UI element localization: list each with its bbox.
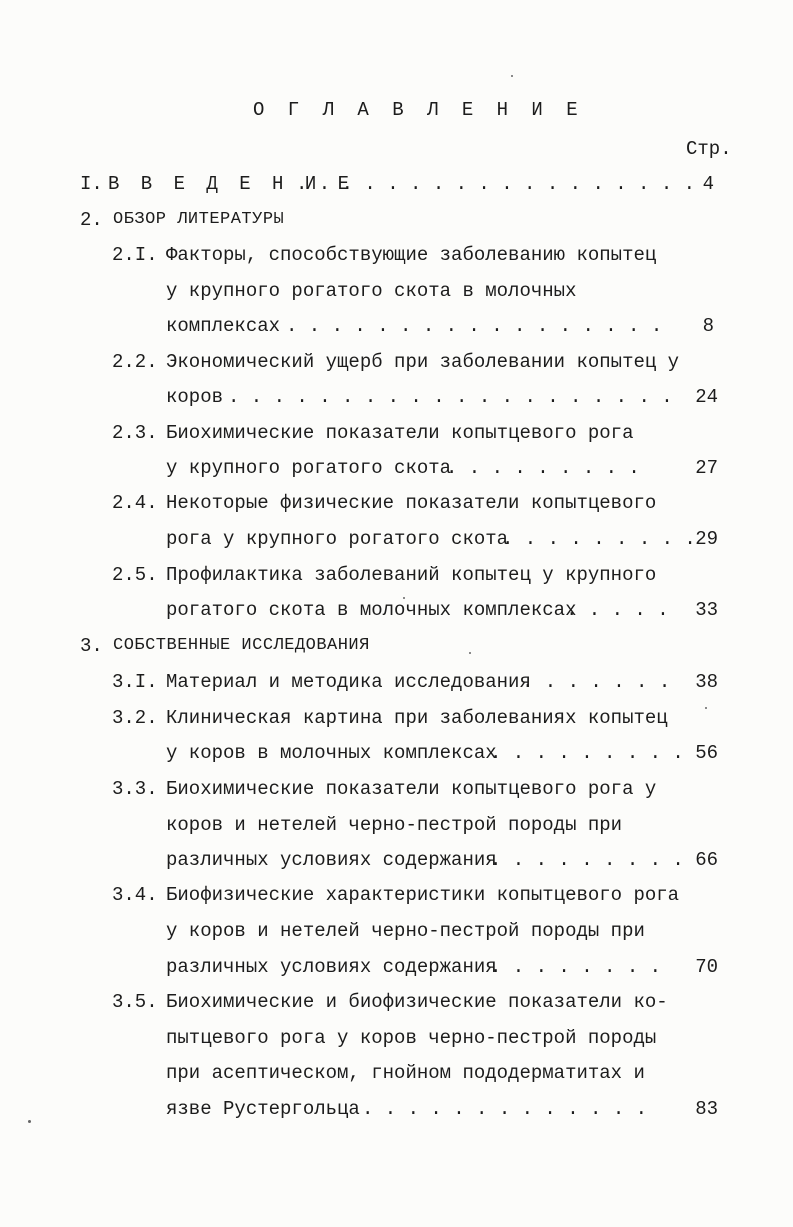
page-number: 56 — [695, 742, 718, 764]
dot-leader: . . . . . . . . . . . . . . . . . — [286, 315, 663, 337]
entry-title-line: рогатого скота в молочных комплексах — [166, 599, 577, 621]
entry-title: ОБЗОР ЛИТЕРАТУРЫ — [113, 210, 285, 229]
dot-leader: . . . . . . . . . — [490, 742, 684, 764]
entry-title-line: коров и нетелей черно-пестрой породы при — [166, 814, 623, 836]
dot-leader: . . . . . . . . . . . . . — [362, 1098, 648, 1120]
entry-title-line: Клиническая картина при заболеваниях копытец — [166, 707, 668, 729]
page-number: 8 — [702, 315, 714, 337]
dot-leader: . . . . . . . . . — [490, 849, 684, 871]
scan-speck — [511, 75, 513, 77]
page-number: 29 — [695, 528, 718, 550]
entry-title-line: у крупного рогатого скота в молочных — [166, 280, 577, 302]
dot-leader: . . . . . . . . . . . . . . . . . . — [296, 173, 696, 195]
entry-number: 2.3. — [112, 422, 158, 444]
entry-title-line: при асептическом, гнойном пододерматитах и — [166, 1062, 645, 1084]
scan-speck — [403, 597, 405, 599]
page-number: 27 — [695, 457, 718, 479]
entry-title-line: Биохимические показатели копытцевого рога — [166, 422, 634, 444]
entry-title-line: комплексах — [166, 315, 281, 337]
entry-number: 3. — [80, 635, 103, 657]
page-column-label: Стр. — [686, 138, 732, 160]
entry-title-line: у крупного рогатого скота — [166, 457, 452, 479]
entry-title-line: Биохимические и биофизические показатели ко- — [166, 991, 668, 1013]
entry-title-line: Материал и методика исследования — [166, 671, 531, 693]
entry-number: 2. — [80, 209, 103, 231]
entry-title-line: пытцевого рога у коров черно-пестрой породы — [166, 1027, 657, 1049]
entry-number: 2.4. — [112, 492, 158, 514]
entry-title-line: различных условиях содержания — [166, 956, 497, 978]
entry-number: 2.I. — [112, 244, 158, 266]
entry-number: 3.4. — [112, 884, 158, 906]
entry-number: 3.3. — [112, 778, 158, 800]
entry-number: I. — [80, 173, 103, 195]
page-number: 38 — [695, 671, 718, 693]
entry-title-line: Профилактика заболеваний копытец у крупного — [166, 564, 657, 586]
dot-leader: . . . . . . . — [522, 671, 671, 693]
dot-leader: . . . . . . . . . — [502, 528, 696, 550]
entry-title-line: Биофизические характеристики копытцевого рога — [166, 884, 680, 906]
page-title: О Г Л А В Л Е Н И Е — [253, 99, 584, 121]
dot-leader: . . . . . . . . — [490, 956, 662, 978]
page-number: 66 — [695, 849, 718, 871]
dot-leader: . . . . . . . . . . . . . . . . . . . . — [228, 386, 673, 408]
entry-number: 2.2. — [112, 351, 158, 373]
entry-title: СОБСТВЕННЫЕ ИССЛЕДОВАНИЯ — [113, 636, 370, 655]
entry-title-line: Экономический ущерб при заболевании копытец у — [166, 351, 680, 373]
entry-title: В В Е Д Е Н И Е — [108, 173, 355, 195]
page-number: 33 — [695, 599, 718, 621]
page-number: 83 — [695, 1098, 718, 1120]
entry-title-line: у коров в молочных комплексах — [166, 742, 497, 764]
dot-leader: . . . . . — [566, 599, 669, 621]
entry-title-line: Биохимические показатели копытцевого рога у — [166, 778, 657, 800]
entry-number: 3.I. — [112, 671, 158, 693]
entry-title-line: рога у крупного рогатого скота — [166, 528, 509, 550]
entry-title-line: у коров и нетелей черно-пестрой породы при — [166, 920, 645, 942]
entry-number: 3.2. — [112, 707, 158, 729]
entry-title-line: Некоторые физические показатели копытцевого — [166, 492, 657, 514]
scan-speck — [705, 707, 707, 709]
entry-title-line: различных условиях содержания — [166, 849, 497, 871]
entry-title-line: язве Рустергольца — [166, 1098, 360, 1120]
scan-speck — [469, 652, 471, 654]
page-number: 70 — [695, 956, 718, 978]
page-number: 24 — [695, 386, 718, 408]
scan-speck — [28, 1120, 31, 1123]
entry-number: 2.5. — [112, 564, 158, 586]
entry-number: 3.5. — [112, 991, 158, 1013]
dot-leader: . . . . . . . . . — [446, 457, 640, 479]
entry-title-line: коров — [166, 386, 224, 408]
page-number: 4 — [702, 173, 714, 195]
entry-title-line: Факторы, способствующие заболеванию копытец — [166, 244, 657, 266]
